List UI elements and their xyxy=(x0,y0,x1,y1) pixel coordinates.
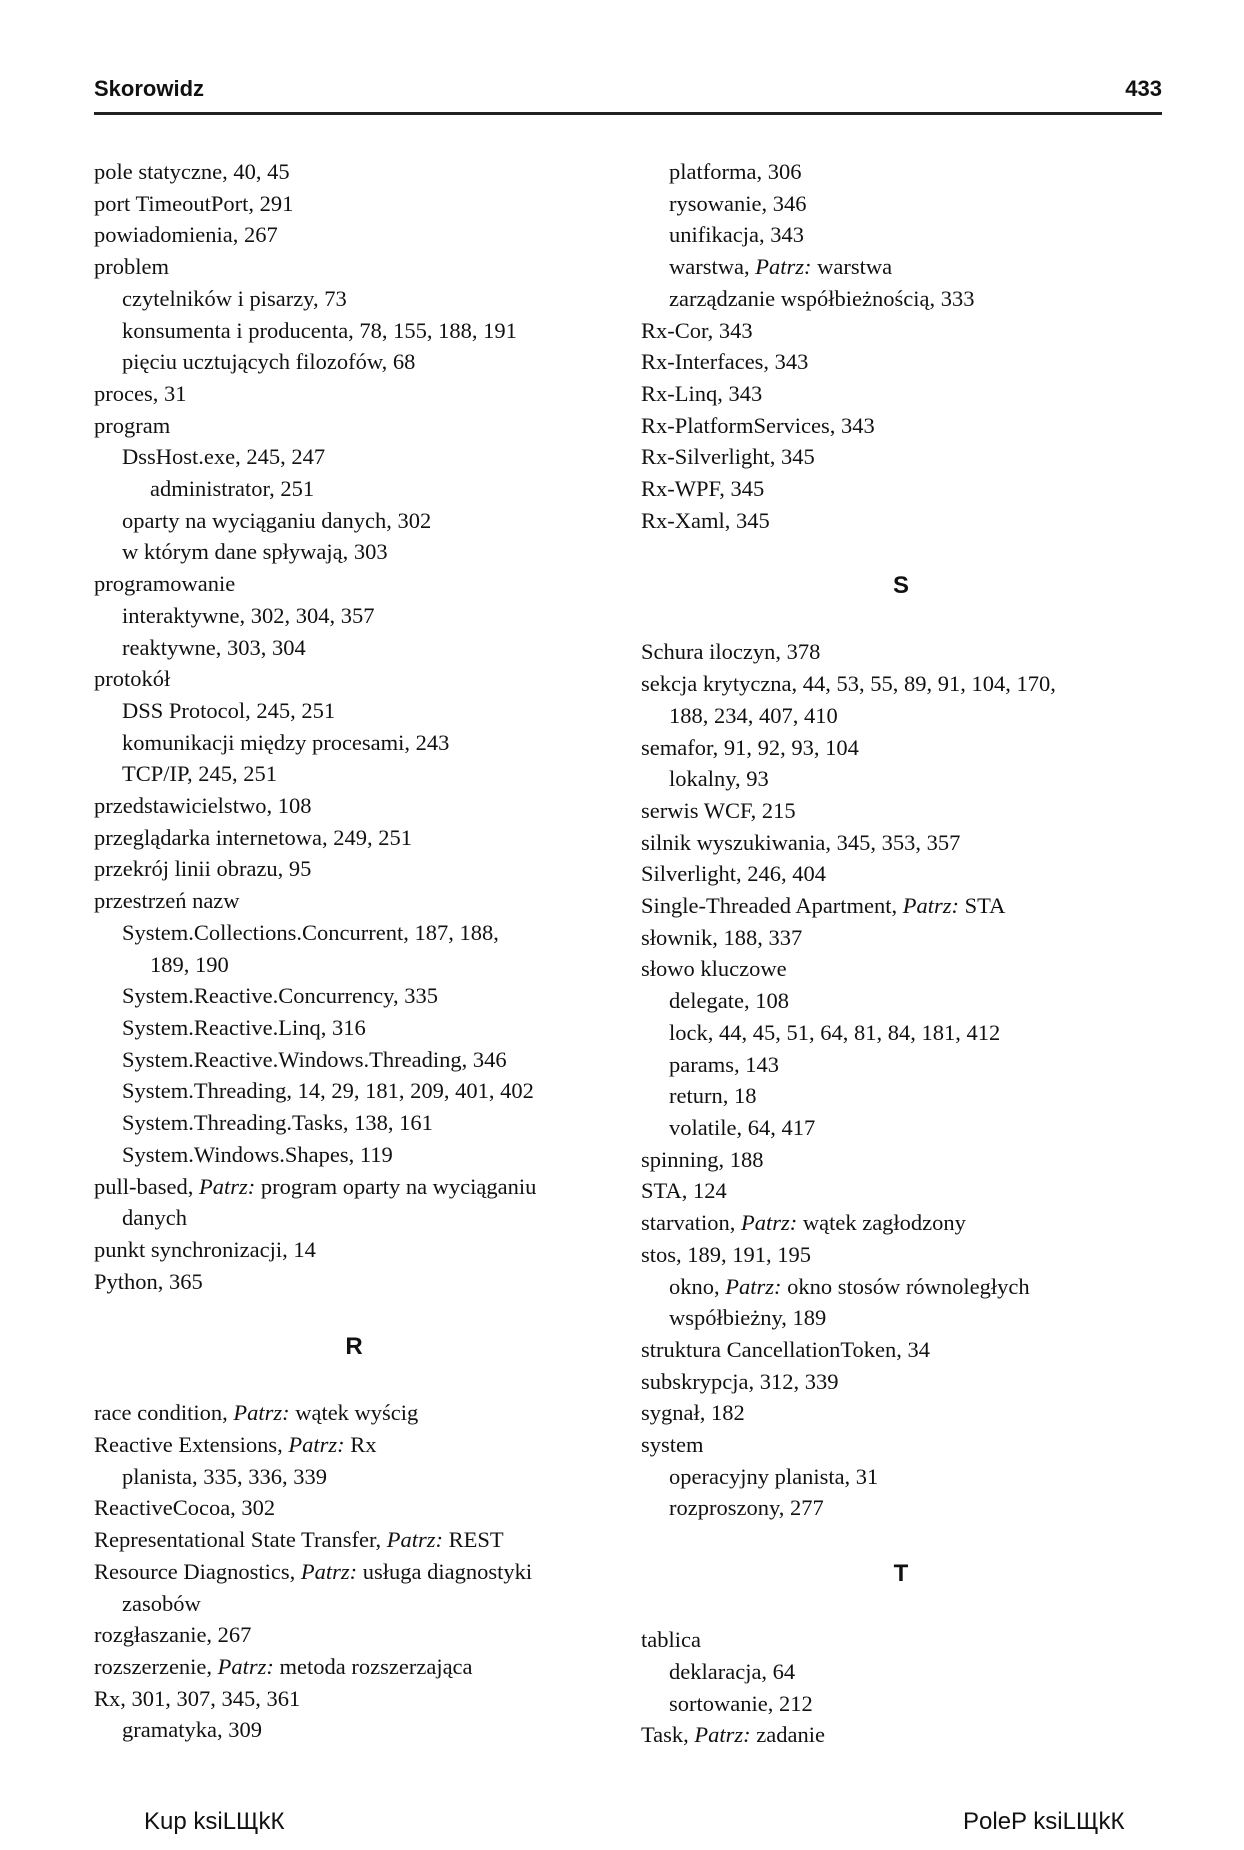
see-reference-label: Patrz: xyxy=(386,1527,444,1553)
index-entry: 188, 234, 407, 410 xyxy=(669,702,838,728)
index-column-right xyxy=(641,156,1161,1751)
index-entry: lokalny, 93 xyxy=(669,766,769,792)
index-entry: problem xyxy=(94,254,169,280)
entry-term: Reactive Extensions, xyxy=(94,1432,283,1458)
index-entry: silnik wyszukiwania, 345, 353, 357 xyxy=(641,829,961,855)
index-entry: stos, 189, 191, 195 xyxy=(641,1241,812,1267)
index-entry: unifikacja, 343 xyxy=(669,222,804,248)
see-reference-label: Patrz: xyxy=(740,1210,798,1236)
index-entry: konsumenta i producenta, 78, 155, 188, 191 xyxy=(122,317,517,343)
index-entry: administrator, 251 xyxy=(150,476,315,502)
page-number: 433 xyxy=(1125,76,1162,101)
index-entry: pole statyczne, 40, 45 xyxy=(94,159,290,184)
see-reference-target: Rx xyxy=(350,1432,377,1458)
index-entry: delegate, 108 xyxy=(669,988,789,1014)
index-cross-reference xyxy=(94,1556,614,1588)
index-entry: Rx-Xaml, 345 xyxy=(641,507,770,533)
see-reference-target: zadanie xyxy=(756,1722,825,1748)
index-cross-reference xyxy=(94,1524,614,1556)
index-entry: platforma, 306 xyxy=(669,159,802,184)
index-entry: tablica xyxy=(641,1627,701,1653)
index-entry: programowanie xyxy=(94,571,236,597)
running-header xyxy=(94,74,1162,115)
index-entry: protokół xyxy=(94,666,171,692)
index-entry: Rx-Silverlight, 345 xyxy=(641,444,815,470)
index-cross-reference xyxy=(94,1171,614,1203)
index-entry: gramatyka, 309 xyxy=(122,1717,262,1743)
entry-term: starvation, xyxy=(641,1210,736,1236)
index-entry: reaktywne, 303, 304 xyxy=(122,634,306,660)
see-reference-target: warstwa xyxy=(817,254,893,280)
index-entry: sortowanie, 212 xyxy=(669,1690,813,1716)
index-entry: przekrój linii obrazu, 95 xyxy=(94,856,312,882)
index-entry: Python, 365 xyxy=(94,1268,203,1294)
see-reference-target: okno stosów równoległych xyxy=(787,1273,1030,1299)
index-entry: słownik, 188, 337 xyxy=(641,924,803,950)
index-entry: Rx-Interfaces, 343 xyxy=(641,349,809,375)
index-entry: Rx-PlatformServices, 343 xyxy=(641,412,875,438)
index-entry: TCP/IP, 245, 251 xyxy=(122,761,278,787)
index-entry: rozgłaszanie, 267 xyxy=(94,1622,252,1648)
index-entry: proces, 31 xyxy=(94,380,187,406)
index-cross-reference xyxy=(641,1271,1161,1303)
index-cross-reference xyxy=(641,1719,1161,1751)
see-reference-label: Patrz: xyxy=(300,1558,358,1584)
index-entry: System.Reactive.Concurrency, 335 xyxy=(122,983,438,1009)
entry-term: okno, xyxy=(669,1273,720,1299)
index-entry: STA, 124 xyxy=(641,1178,727,1204)
index-entry: współbieżny, 189 xyxy=(669,1305,827,1331)
index-cross-reference xyxy=(94,1397,614,1429)
see-reference-label: Patrz: xyxy=(755,254,812,280)
index-cross-reference xyxy=(641,890,1161,922)
index-entry: subskrypcja, 312, 339 xyxy=(641,1368,839,1394)
index-entry: przestrzeń nazw xyxy=(94,888,240,914)
index-entry: System.Collections.Concurrent, 187, 188, xyxy=(122,919,499,945)
index-entry: czytelników i pisarzy, 73 xyxy=(122,285,347,311)
index-entry: Rx-WPF, 345 xyxy=(641,476,765,502)
see-reference-label: Patrz: xyxy=(217,1653,274,1679)
index-entry: danych xyxy=(122,1205,187,1231)
index-entry: serwis WCF, 215 xyxy=(641,797,796,823)
see-reference-label: Patrz: xyxy=(233,1400,290,1426)
entry-term: Single-Threaded Apartment, xyxy=(641,893,898,919)
index-entry: pięciu ucztujących filozofów, 68 xyxy=(122,349,416,375)
section-letter: S xyxy=(892,572,909,600)
index-entry: w którym dane spływają, 303 xyxy=(122,539,388,565)
footer-right-text: PoleP ksiLЩkК xyxy=(963,1808,1125,1835)
index-entry: ReactiveCocoa, 302 xyxy=(94,1495,276,1521)
see-reference-target: usługa diagnostyki xyxy=(362,1558,533,1584)
index-entry: System.Threading.Tasks, 138, 161 xyxy=(122,1110,433,1136)
index-entry: rysowanie, 346 xyxy=(669,190,807,216)
index-column-left xyxy=(94,156,614,1746)
index-entry: Schura iloczyn, 378 xyxy=(641,639,821,665)
index-entry: zarządzanie współbieżnością, 333 xyxy=(669,285,975,311)
index-cross-reference xyxy=(641,251,1161,283)
index-entry: System.Reactive.Windows.Threading, 346 xyxy=(122,1046,507,1072)
index-entry: sekcja krytyczna, 44, 53, 55, 89, 91, 104, 170, xyxy=(641,671,1056,697)
index-entry: operacyjny planista, 31 xyxy=(669,1463,879,1489)
index-entry: port TimeoutPort, 291 xyxy=(94,190,294,216)
index-entry: params, 143 xyxy=(669,1051,779,1077)
entry-term: Representational State Transfer, xyxy=(94,1527,382,1553)
index-entry: rozproszony, 277 xyxy=(669,1495,824,1521)
index-entry: oparty na wyciąganiu danych, 302 xyxy=(122,507,432,533)
index-entry: struktura CancellationToken, 34 xyxy=(641,1336,930,1362)
index-entry: komunikacji między procesami, 243 xyxy=(122,729,450,755)
see-reference-target: metoda rozszerzająca xyxy=(279,1653,473,1679)
section-letter: T xyxy=(893,1560,909,1588)
index-entry: słowo kluczowe xyxy=(641,956,787,982)
index-entry: planista, 335, 336, 339 xyxy=(122,1463,327,1489)
index-entry: powiadomienia, 267 xyxy=(94,222,278,248)
section-letter: R xyxy=(345,1333,363,1361)
footer-left-text: Kup ksiLЩkК xyxy=(144,1808,285,1835)
index-entry: przeglądarka internetowa, 249, 251 xyxy=(94,824,412,850)
index-entry: deklaracja, 64 xyxy=(669,1658,796,1684)
index-cross-reference xyxy=(94,1651,614,1683)
entry-term: rozszerzenie, xyxy=(94,1653,213,1679)
index-entry: 189, 190 xyxy=(150,951,229,977)
see-reference-label: Patrz: xyxy=(694,1722,751,1748)
index-entry: spinning, 188 xyxy=(641,1146,764,1172)
index-entry: program xyxy=(94,412,171,438)
index-entry: przedstawicielstwo, 108 xyxy=(94,793,312,819)
see-reference-label: Patrz: xyxy=(725,1273,782,1299)
index-entry: System.Threading, 14, 29, 181, 209, 401, 402 xyxy=(122,1078,534,1104)
see-reference-label: Patrz: xyxy=(288,1432,345,1458)
index-entry: Silverlight, 246, 404 xyxy=(641,861,826,887)
entry-term: Task, xyxy=(641,1722,689,1748)
index-entry: semafor, 91, 92, 93, 104 xyxy=(641,734,859,760)
entry-term: Resource Diagnostics, xyxy=(94,1558,296,1584)
index-entry: Rx-Linq, 343 xyxy=(641,380,763,406)
entry-term: warstwa, xyxy=(669,254,750,280)
index-entry: DSS Protocol, 245, 251 xyxy=(122,697,336,723)
see-reference-target: STA xyxy=(964,893,1006,919)
index-entry: System.Windows.Shapes, 119 xyxy=(122,1141,393,1167)
see-reference-target: wątek wyścig xyxy=(295,1400,419,1426)
index-entry: lock, 44, 45, 51, 64, 81, 84, 181, 412 xyxy=(669,1019,1001,1045)
entry-term: pull-based, xyxy=(94,1173,194,1199)
header-title: Skorowidz xyxy=(94,76,205,101)
entry-term: race condition, xyxy=(94,1400,228,1426)
index-entry: System.Reactive.Linq, 316 xyxy=(122,1014,366,1040)
index-entry: zasobów xyxy=(122,1590,201,1616)
index-entry: return, 18 xyxy=(669,1083,757,1109)
index-cross-reference xyxy=(94,1429,614,1461)
index-entry: interaktywne, 302, 304, 357 xyxy=(122,602,375,628)
index-entry: Rx, 301, 307, 345, 361 xyxy=(94,1685,301,1711)
see-reference-label: Patrz: xyxy=(198,1173,256,1199)
index-entry: volatile, 64, 417 xyxy=(669,1114,816,1140)
index-entry: sygnał, 182 xyxy=(641,1400,745,1426)
see-reference-label: Patrz: xyxy=(902,893,960,919)
index-entry: punkt synchronizacji, 14 xyxy=(94,1236,316,1262)
index-entry: Rx-Cor, 343 xyxy=(641,317,753,343)
see-reference-target: wątek zagłodzony xyxy=(802,1210,966,1236)
see-reference-target: program oparty na wyciąganiu xyxy=(260,1173,537,1199)
see-reference-target: REST xyxy=(448,1527,504,1553)
index-cross-reference xyxy=(641,1207,1161,1239)
index-entry: DssHost.exe, 245, 247 xyxy=(122,444,326,470)
index-entry: system xyxy=(641,1432,704,1458)
